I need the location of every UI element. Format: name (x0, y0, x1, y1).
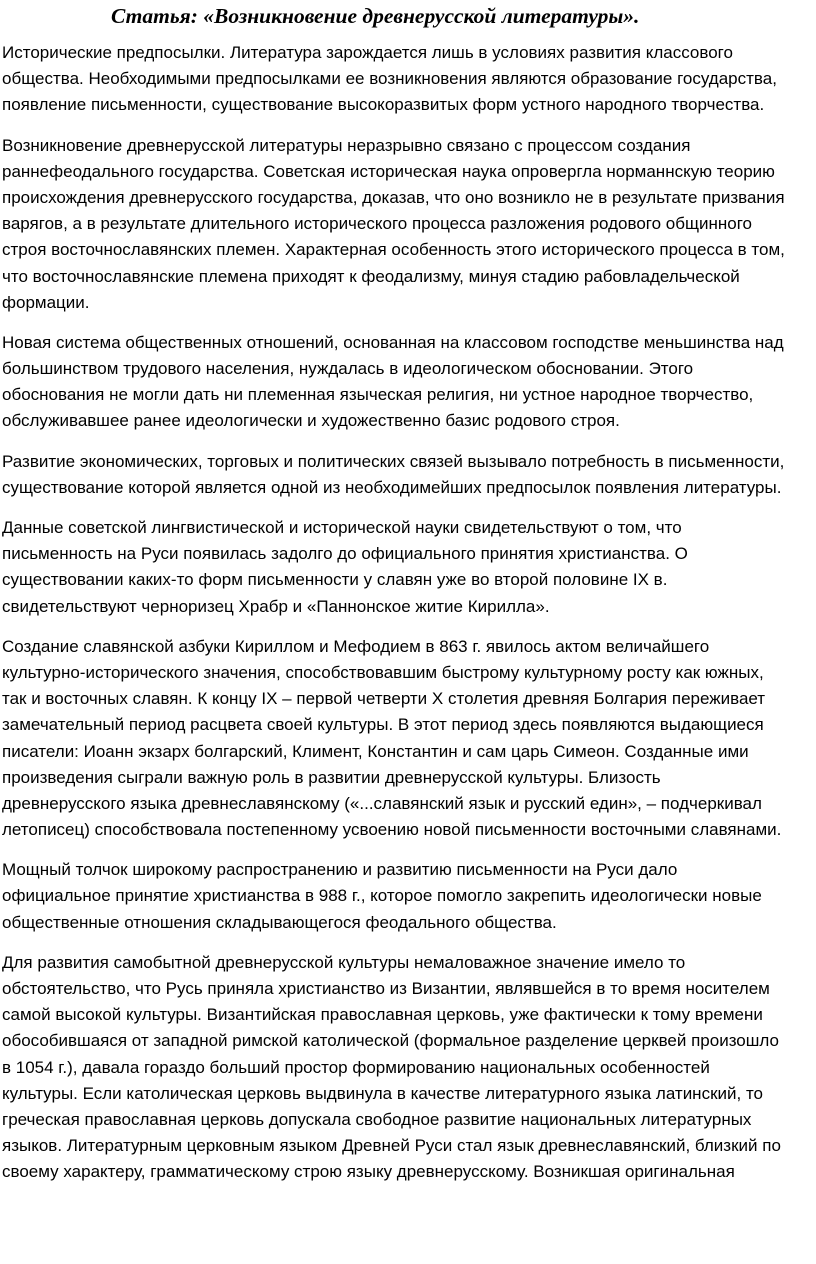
paragraph-social-system (2, 330, 816, 435)
text-line: общественные отношения складывающегося феодального общества. (2, 912, 557, 932)
text-line: языков. Литературным церковным языком Древней Руси стал язык древнеславянский, близкий по (2, 1136, 781, 1156)
text-line: обслуживавшее ранее идеологически и художественно базис родового строя. (2, 411, 620, 431)
text-line: Исторические предпосылки. Литература зарождается лишь в условиях развития классового (2, 43, 733, 62)
text-line: произведения сыграли важную роль в развитии древнерусской культуры. Близость (2, 767, 661, 787)
text-line: Развитие экономических, торговых и политических связей вызывало потребность в письменности, (2, 451, 785, 471)
text-line: варягов, а в результате длительного исторического процесса разложения родового общинного (2, 214, 752, 234)
paragraph-economic-development (2, 449, 816, 501)
paragraph-writing-evidence (2, 515, 816, 620)
text-line: происхождения древнерусского государства, доказав, что оно возникло не в результате призвания (2, 187, 785, 207)
text-line: свидетельствуют черноризец Храбр и «Паннонское житие Кирилла». (2, 596, 550, 616)
text-line: существовании каких-то форм письменности у славян уже во второй половине IX в. (2, 570, 668, 590)
text-line: древнерусского языка древнеславянскому («...славянский язык и русский един», – подчеркивал (2, 793, 762, 813)
paragraph-slavic-alphabet (2, 634, 816, 844)
text-line: что восточнославянские племена приходят к феодализму, минуя стадию рабовладельческой (2, 266, 740, 286)
article-body (2, 40, 816, 1200)
text-line: замечательный период расцвета своей культуры. В этот период здесь появляются выдающиеся (2, 715, 764, 735)
text-line: существование которой является одной из необходимейших предпосылок появления литературы. (2, 477, 782, 497)
text-line: летописец) способствовала постепенному усвоению новой письменности восточными славянами. (2, 820, 782, 840)
paragraph-byzantine-influence (2, 950, 816, 1186)
text-line: Новая система общественных отношений, основанная на классовом господстве меньшинства над (2, 332, 784, 352)
text-line: строя восточнославянских племен. Характерная особенность этого исторического процесса в том, (2, 240, 785, 260)
text-line: формации. (2, 292, 90, 312)
text-line: обстоятельство, что Русь приняла христианство из Византии, являвшейся в то время носителем (2, 979, 770, 998)
paragraph-state-origin (2, 133, 816, 316)
text-line: своему характеру, грамматическому строю языку древнерусскому. Возникшая оригинальная (2, 1162, 735, 1182)
text-line: Возникновение древнерусской литературы неразрывно связано с процессом создания (2, 135, 691, 155)
text-line: раннефеодального государства. Советская историческая наука опровергла норманнскую теорию (2, 161, 775, 181)
paragraph-historical-prerequisites (2, 40, 816, 119)
text-line: большинством трудового населения, нуждалась в идеологическом обосновании. Этого (2, 359, 694, 379)
text-line: обособившаяся от западной римской католической (формальное разделение церквей произошло (2, 1031, 779, 1051)
text-line: культуры. Если католическая церковь выдвинула в качестве литературного языка латинский, то (2, 1083, 763, 1103)
text-line: общества. Необходимыми предпосылками ее возникновения являются образование государства, (2, 69, 777, 89)
text-line: писатели: Иоанн экзарх болгарский, Климент, Константин и сам царь Симеон. Созданные ими (2, 741, 749, 761)
text-line: греческая православная церковь допускала свободное развитие национальных литературных (2, 1109, 752, 1129)
text-line: культурно-исторического значения, способствовавшим быстрому культурному росту как южных, (2, 662, 764, 682)
text-line: Мощный толчок широкому распространению и развитию письменности на Руси дало (2, 860, 678, 880)
paragraph-christianity-adoption (2, 857, 816, 936)
text-line: в 1054 г.), давала гораздо больший простор формированию национальных особенностей (2, 1057, 710, 1077)
text-line: Данные советской лингвистической и исторической науки свидетельствуют о том, что (2, 518, 682, 537)
text-line: так и восточных славян. К концу IX – первой четверти X столетия древняя Болгария переживает (2, 689, 766, 709)
text-line: Для развития самобытной древнерусской культуры немаловажное значение имело то (2, 952, 686, 972)
text-line: обоснования не могли дать ни племенная языческая религия, ни устное народное творчество, (2, 385, 754, 405)
text-line: Создание славянской азбуки Кириллом и Мефодием в 863 г. явилось актом величайшего (2, 636, 710, 656)
text-line: самой высокой культуры. Византийская православная церковь, уже фактически к тому времени (2, 1005, 763, 1025)
text-line: появление письменности, существование высокоразвитых форм устного народного творчества. (2, 95, 765, 115)
text-line: письменность на Руси появилась задолго до официального принятия христианства. О (2, 544, 688, 564)
article-title: Статья: «Возникновение древнерусской литературы». (111, 4, 640, 28)
text-line: официальное принятие христианства в 988 г., которое помогло закрепить идеологически новые (2, 886, 762, 906)
